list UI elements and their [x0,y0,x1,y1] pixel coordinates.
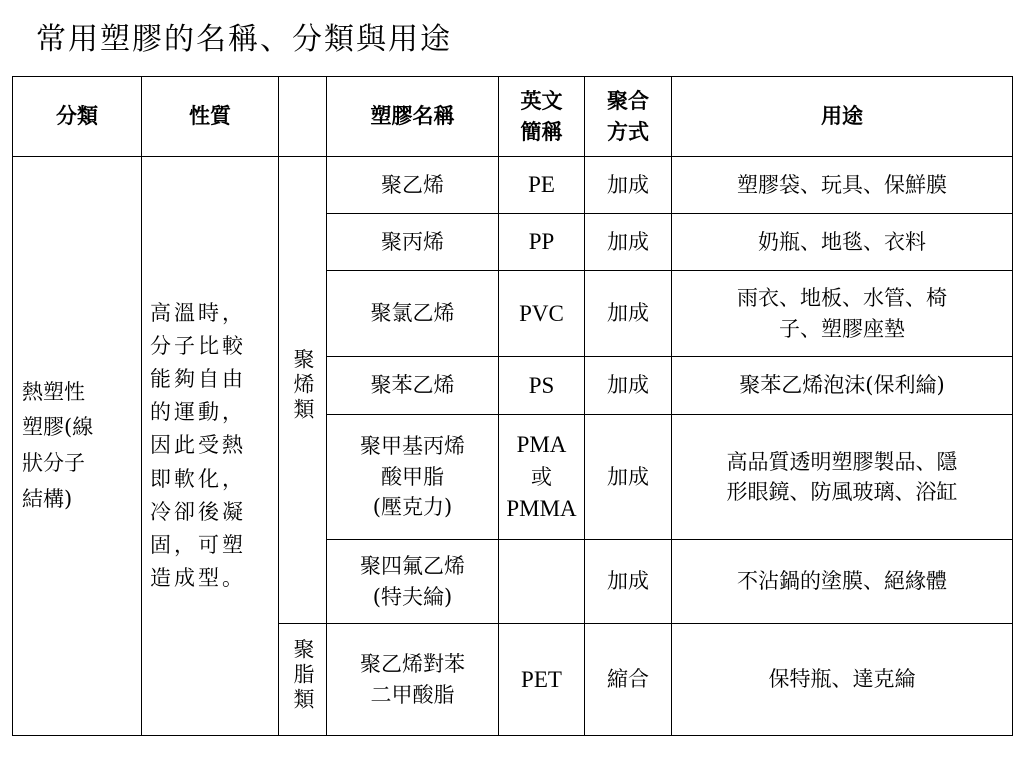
plastic-name: 聚丙烯 [327,214,499,271]
plastic-name [327,415,499,540]
properties-line: 造成型。 [150,566,246,591]
plastic-abbr-line: PMA [516,432,567,458]
category-line: 熱塑性 [22,379,85,404]
plastic-name-line: 聚甲基丙烯 [360,434,465,459]
header-method-line2: 方式 [607,118,649,144]
header-method [585,77,672,157]
category-line: 塑膠(線 [22,415,94,440]
plastic-name-line: 聚四氟乙烯 [360,554,465,579]
plastic-name [327,540,499,624]
plastic-abbr-line: PMMA [506,496,577,522]
plastic-abbr-line: 或 [531,464,552,489]
subgroup-polyester: 聚脂類 [291,637,316,713]
properties-line: 高溫時， [150,300,246,325]
plastic-abbr: PS [499,357,585,415]
plastic-uses: 聚苯乙烯泡沫(保利綸) [672,357,1013,415]
header-subgroup [279,77,327,157]
header-properties: 性質 [142,77,279,157]
plastic-abbr [499,415,585,540]
plastic-uses [672,271,1013,357]
table-row [13,157,1013,214]
properties-line: 的運動， [150,400,246,425]
properties-line: 因此受熱 [150,433,246,458]
plastic-name-line: (壓克力) [372,495,453,520]
plastic-name [327,624,499,736]
header-abbr [499,77,585,157]
plastic-name: 聚苯乙烯 [327,357,499,415]
plastic-name-line: 二甲酸脂 [370,682,455,707]
header-name: 塑膠名稱 [327,77,499,157]
polymerization-method: 加成 [585,357,672,415]
plastic-uses: 奶瓶、地毯、衣料 [672,214,1013,271]
plastic-name-line: 聚乙烯對苯 [360,652,465,677]
subgroup-polyester-cell [279,624,327,736]
polymerization-method: 加成 [585,157,672,214]
plastic-abbr: PE [499,157,585,214]
plastic-uses: 保特瓶、達克綸 [672,624,1013,736]
plastic-uses-line: 高品質透明塑膠製品、隱 [726,449,958,474]
header-row [13,77,1013,157]
header-abbr-line1: 英文 [520,88,563,114]
polymerization-method: 加成 [585,540,672,624]
plastic-abbr: PVC [499,271,585,357]
header-uses: 用途 [672,77,1013,157]
properties-line: 分子比較 [150,333,246,358]
category-line: 狀分子 [22,451,85,475]
plastic-uses-line: 子、塑膠座墊 [779,316,905,341]
plastic-uses-line: 雨衣、地板、水管、椅 [737,286,947,311]
properties-text [150,297,270,596]
plastic-name: 聚氯乙烯 [327,271,499,357]
properties-line: 能夠自由 [150,367,246,392]
plastic-abbr [499,540,585,624]
properties-cell [142,157,279,736]
properties-line: 即軟化， [150,466,246,491]
category-line: 結構) [22,486,73,511]
plastic-uses [672,415,1013,540]
plastic-abbr: PET [499,624,585,736]
plastic-uses: 不沾鍋的塗膜、絕緣體 [672,540,1013,624]
polymerization-method: 縮合 [585,624,672,736]
subgroup-polyolefin-cell [279,157,327,624]
subgroup-polyolefin: 聚烯類 [291,348,316,424]
properties-line: 固，可塑 [150,532,246,557]
plastic-uses: 塑膠袋、玩具、保鮮膜 [672,157,1013,214]
header-abbr-line2: 簡稱 [520,118,563,144]
category-text [22,375,132,518]
plastic-name-line: 酸甲脂 [381,464,444,489]
polymerization-method: 加成 [585,214,672,271]
category-cell [13,157,142,736]
plastics-table [12,76,1013,736]
header-category: 分類 [13,77,142,157]
plastic-name-line: (特夫綸) [372,584,453,609]
properties-line: 冷卻後凝 [150,499,246,524]
polymerization-method: 加成 [585,415,672,540]
page-title: 常用塑膠的名稱、分類與用途 [36,22,452,57]
plastic-uses-line: 形眼鏡、防風玻璃、浴缸 [726,480,958,504]
polymerization-method: 加成 [585,271,672,357]
header-method-line1: 聚合 [607,88,649,114]
plastic-abbr: PP [499,214,585,271]
plastic-name: 聚乙烯 [327,157,499,214]
